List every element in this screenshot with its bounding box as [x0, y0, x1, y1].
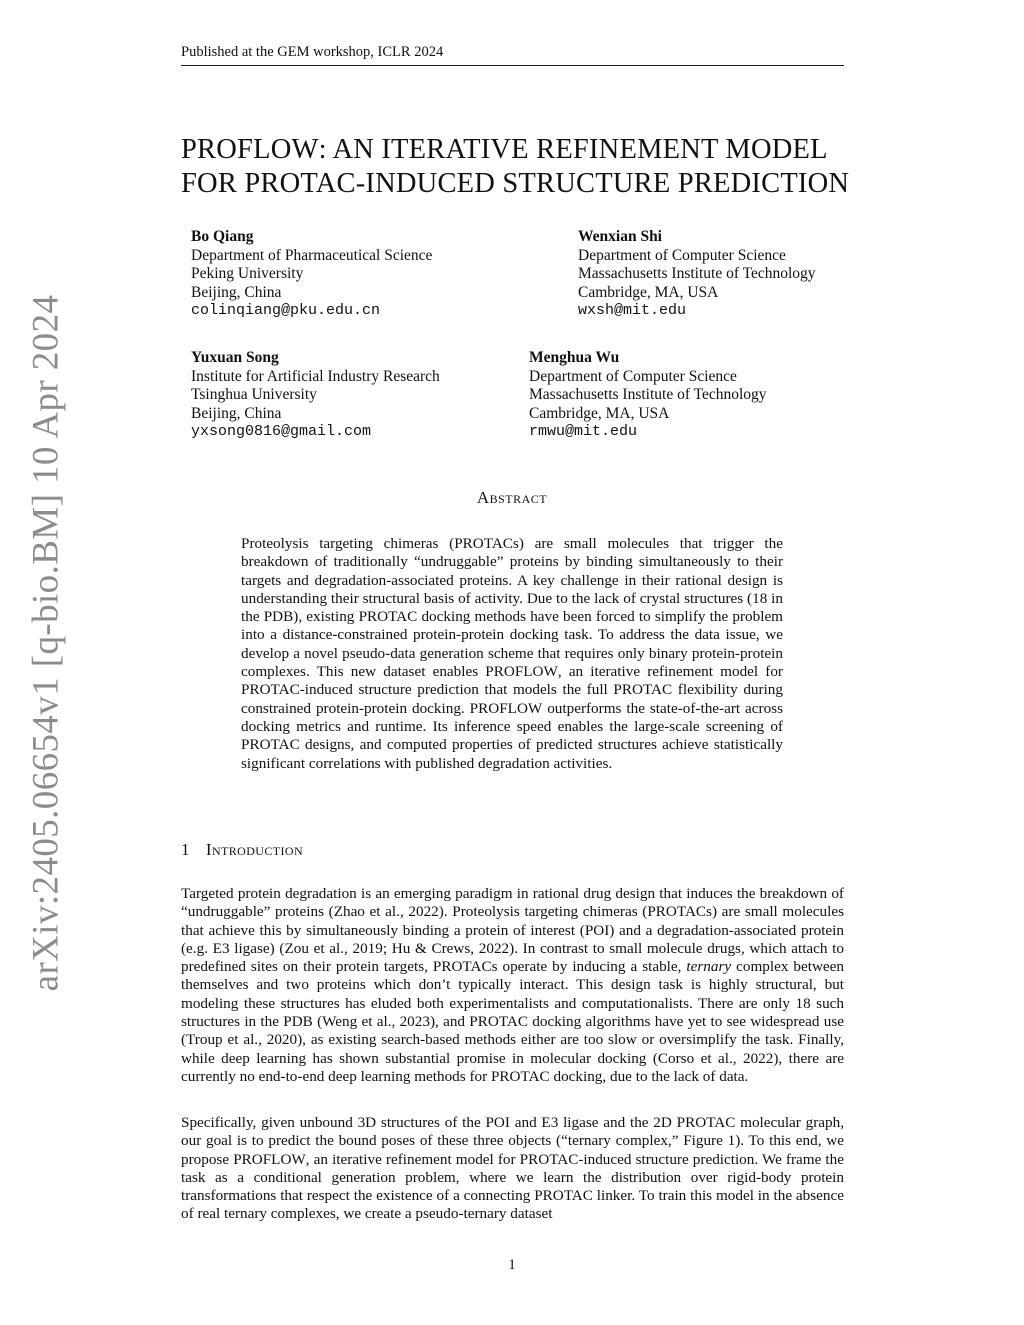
running-header: Published at the GEM workshop, ICLR 2024 — [181, 44, 444, 60]
author-location: Beijing, China — [191, 283, 282, 301]
page-number: 1 — [508, 1257, 516, 1273]
author-dept: Institute for Artificial Industry Research — [191, 367, 440, 385]
header-rule — [181, 65, 844, 66]
intro-paragraph-1: Targeted protein degradation is an emerging paradigm in rational drug design that induces the breakdown of “undruggable” proteins (Zhao et al., 2022). Proteolysis targeting chimeras (PROTACs) are small molecules that achieve this by simultaneously binding a protein of interest (POI) and a degradation-associated protein (e.g. E3 ligase) (Zou et al., 2019; Hu & Crews, 2022). In contrast to small molecule drugs, which attach to predefined sites on their protein targets, PROTACs operate by inducing a stable, ternary complex between themselves and two proteins which don’t typically interact. This design task is highly structural, but modeling these structures has eluded both experimentalists and computationalists. There are only 18 such structures in the PDB (Weng et al., 2023), and PROTAC docking algorithms have yet to see widespread use (Troup et al., 2020), as existing search-based methods either are too slow or oversimplify the task. Finally, while deep learning has shown substantial promise in molecular docking (Corso et al., 2022), there are currently no end-to-end deep learning methods for PROTAC docking, due to the lack of data. — [181, 885, 844, 1085]
section-heading-introduction — [181, 840, 303, 860]
author-institution: Massachusetts Institute of Technology — [529, 386, 767, 403]
author-email[interactable]: yxsong0816@gmail.com — [191, 423, 372, 440]
author-institution: Tsinghua University — [191, 386, 317, 403]
author-block-4 — [529, 349, 767, 442]
arxiv-stamp[interactable]: arXiv:2405.06654v1 [q-bio.BM] 10 Apr 2024 — [25, 294, 67, 992]
author-block-1 — [191, 228, 432, 321]
author-name: Wenxian Shi — [578, 228, 662, 245]
author-email[interactable]: colinqiang@pku.edu.cn — [191, 302, 381, 319]
author-location: Cambridge, MA, USA — [578, 283, 719, 301]
section-title: Introduction — [205, 840, 304, 859]
section-number: 1 — [181, 840, 190, 859]
author-email[interactable]: wxsh@mit.edu — [578, 302, 687, 319]
author-dept: Department of Computer Science — [529, 367, 737, 385]
author-location: Beijing, China — [191, 404, 282, 422]
author-block-3 — [191, 349, 440, 442]
title-line-1: PROFLOW: AN ITERATIVE REFINEMENT MODEL — [181, 134, 828, 165]
author-dept: Department of Pharmaceutical Science — [191, 246, 433, 264]
author-location: Cambridge, MA, USA — [529, 404, 670, 422]
author-institution: Peking University — [191, 265, 304, 282]
author-dept: Department of Computer Science — [578, 246, 786, 264]
author-name: Bo Qiang — [191, 228, 254, 245]
abstract-heading: Abstract — [476, 488, 548, 507]
author-block-2 — [578, 228, 816, 321]
author-institution: Massachusetts Institute of Technology — [578, 265, 816, 282]
author-email[interactable]: rmwu@mit.edu — [529, 423, 638, 440]
intro-paragraph-2: Specifically, given unbound 3D structures of the POI and E3 ligase and the 2D PROTAC molecular graph, our goal is to predict the bound poses of these three objects (“ternary complex,” Figure 1). To this end, we propose PROFLOW, an iterative refinement model for PROTAC-induced structure prediction. We frame the task as a conditional generation problem, where we learn the distribution over rigid-body protein transformations that respect the existence of a connecting PROTAC linker. To train this model in the absence of real ternary complexes, we create a pseudo-ternary dataset — [181, 1114, 844, 1223]
title-line-2: FOR PROTAC-INDUCED STRUCTURE PREDICTION — [181, 168, 850, 199]
author-name: Menghua Wu — [529, 349, 620, 366]
paper-title — [181, 133, 861, 201]
author-name: Yuxuan Song — [191, 349, 279, 366]
abstract-body: Proteolysis targeting chimeras (PROTACs) are small molecules that trigger the breakdown of traditionally “undruggable” proteins by binding simultaneously to their targets and degradation-associated proteins. A key challenge in their rational design is understanding their structural basis of activity. Due to the lack of crystal structures (18 in the PDB), existing PROTAC docking methods have been forced to simplify the problem into a distance-constrained protein-protein docking task. To address the data issue, we develop a novel pseudo-data generation scheme that requires only binary protein-protein complexes. This new dataset enables PROFLOW, an iterative refinement model for PROTAC-induced structure prediction that models the full PROTAC flexibility during constrained protein-protein docking. PROFLOW outperforms the state-of-the-art across docking metrics and runtime. Its inference speed enables the large-scale screening of PROTAC designs, and computed properties of predicted structures achieve statistically significant correlations with published degradation activities. — [241, 535, 784, 772]
